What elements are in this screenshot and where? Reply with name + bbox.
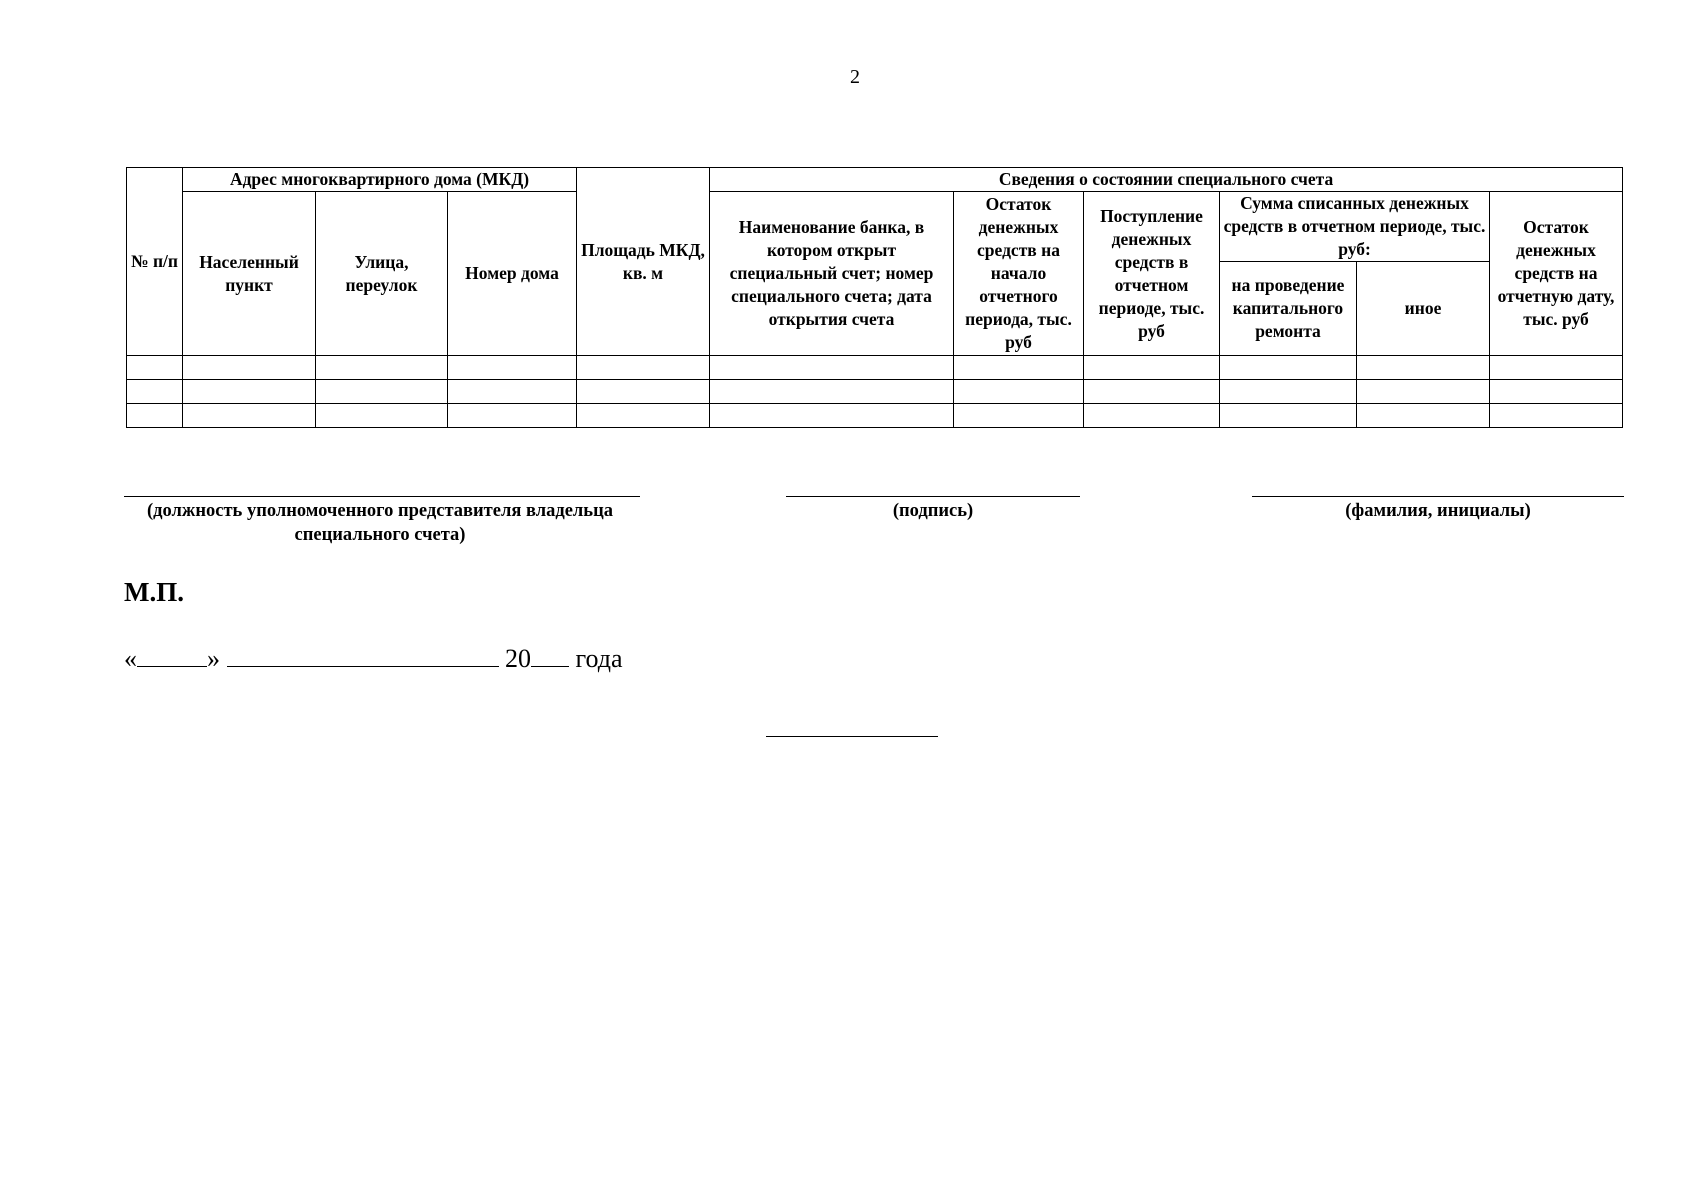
header-locality: Населенный пункт	[183, 192, 316, 356]
signature-caption: (подпись)	[892, 501, 974, 521]
date-open-quote: «	[124, 644, 137, 673]
table-cell[interactable]	[710, 356, 954, 380]
header-income: Поступление денежных средств в отчетном периоде, тыс. руб	[1084, 192, 1220, 356]
table-row	[127, 404, 1623, 428]
table-cell[interactable]	[710, 380, 954, 404]
table-row	[127, 380, 1623, 404]
table-cell[interactable]	[1357, 404, 1490, 428]
header-address-group: Адрес многоквартирного дома (МКД)	[183, 168, 577, 192]
name-signature-line[interactable]	[1252, 496, 1624, 497]
table-cell[interactable]	[954, 380, 1084, 404]
table-cell[interactable]	[954, 404, 1084, 428]
header-number: № п/п	[127, 168, 183, 356]
table-cell[interactable]	[954, 356, 1084, 380]
page-number: 2	[850, 66, 860, 88]
table-cell[interactable]	[710, 404, 954, 428]
year-prefix: 20	[505, 644, 531, 673]
table-cell[interactable]	[127, 380, 183, 404]
special-account-table	[126, 167, 1623, 428]
table-cell[interactable]	[1357, 356, 1490, 380]
table-cell[interactable]	[1084, 356, 1220, 380]
table-cell[interactable]	[577, 380, 710, 404]
year-suffix: года	[575, 644, 623, 673]
table-cell[interactable]	[1084, 404, 1220, 428]
end-divider	[766, 736, 938, 737]
date-line	[124, 642, 623, 674]
year-blank[interactable]	[531, 642, 569, 667]
table-cell[interactable]	[1084, 380, 1220, 404]
seal-label: М.П.	[124, 577, 184, 607]
table-cell[interactable]	[1220, 380, 1357, 404]
header-area: Площадь МКД, кв. м	[577, 168, 710, 356]
name-caption: (фамилия, инициалы)	[1345, 501, 1531, 521]
position-signature-line[interactable]	[124, 496, 640, 497]
table-cell[interactable]	[127, 356, 183, 380]
table-cell[interactable]	[1220, 404, 1357, 428]
table-cell[interactable]	[183, 404, 316, 428]
table-cell[interactable]	[448, 404, 577, 428]
table-cell[interactable]	[577, 404, 710, 428]
position-caption: (должность уполномоченного представителя владельца специального счета)	[147, 501, 613, 545]
table-cell[interactable]	[183, 380, 316, 404]
table-cell[interactable]	[1490, 380, 1623, 404]
table-cell[interactable]	[448, 356, 577, 380]
table-row	[127, 356, 1623, 380]
table-cell[interactable]	[316, 380, 448, 404]
table-cell[interactable]	[1490, 404, 1623, 428]
table-cell[interactable]	[316, 356, 448, 380]
header-written-off-group: Сумма списанных денежных средств в отчетном периоде, тыс. руб:	[1220, 192, 1490, 262]
date-close-quote: »	[207, 644, 220, 673]
header-capital-repair: на проведение капитального ремонта	[1220, 262, 1357, 356]
header-other: иное	[1357, 262, 1490, 356]
header-account-group: Сведения о состоянии специального счета	[710, 168, 1623, 192]
table-cell[interactable]	[1357, 380, 1490, 404]
day-blank[interactable]	[137, 642, 207, 667]
header-bank: Наименование банка, в котором открыт специальный счет; номер специального счета; дата открытия счета	[710, 192, 954, 356]
header-street: Улица, переулок	[316, 192, 448, 356]
table-cell[interactable]	[183, 356, 316, 380]
table-cell[interactable]	[448, 380, 577, 404]
month-blank[interactable]	[227, 642, 499, 667]
header-balance-end: Остаток денежных средств на отчетную дату, тыс. руб	[1490, 192, 1623, 356]
table-cell[interactable]	[1220, 356, 1357, 380]
header-house: Номер дома	[448, 192, 577, 356]
table-cell[interactable]	[316, 404, 448, 428]
table-cell[interactable]	[577, 356, 710, 380]
header-balance-start: Остаток денежных средств на начало отчетного периода, тыс. руб	[954, 192, 1084, 356]
table-cell[interactable]	[1490, 356, 1623, 380]
table-cell[interactable]	[127, 404, 183, 428]
signature-line[interactable]	[786, 496, 1080, 497]
